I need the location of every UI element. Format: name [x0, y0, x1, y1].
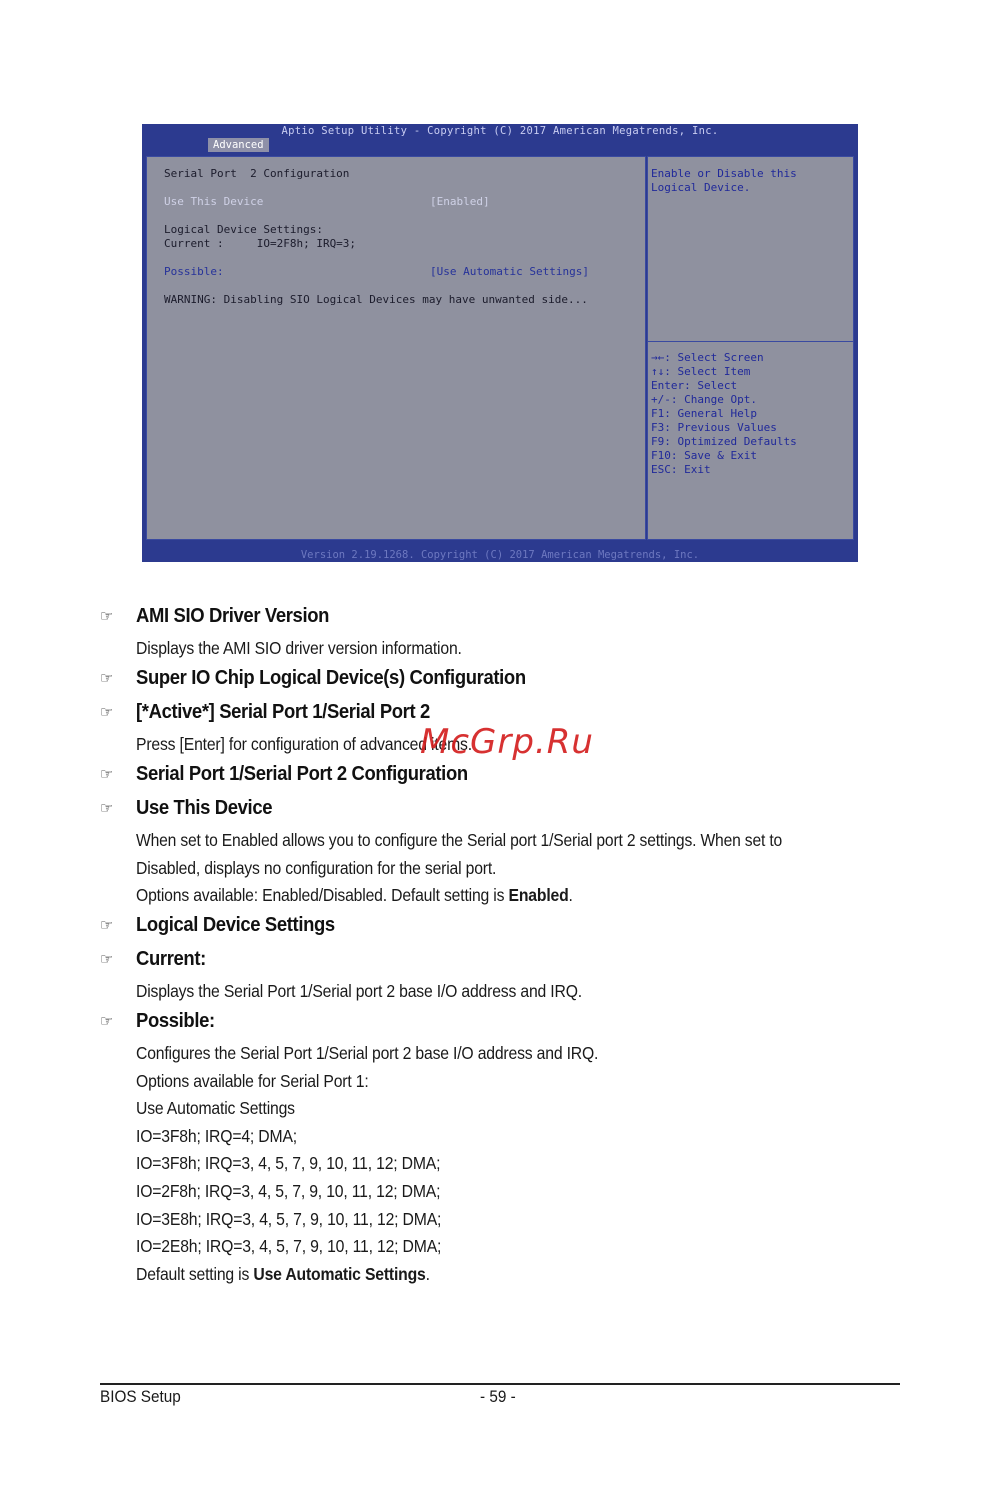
option-line: IO=2E8h; IRQ=3, 4, 5, 7, 9, 10, 11, 12; DMA;: [136, 1236, 442, 1257]
text: Configures the Serial Port 1/Serial port 2 base I/O address and IRQ.: [136, 1043, 599, 1063]
key-hint: +/-: Change Opt.: [651, 393, 757, 406]
text: .: [568, 885, 573, 906]
section-heading: [100, 794, 287, 822]
footer-rule: [100, 1383, 900, 1385]
logical-settings-label: Logical Device Settings:: [164, 223, 323, 236]
section-heading: [100, 664, 569, 692]
possible-value[interactable]: [Use Automatic Settings]: [430, 265, 589, 278]
text: When set to Enabled allows you to configure the Serial port 1/Serial port 2 settings. When set to: [136, 830, 783, 850]
bios-help-panel: [647, 156, 854, 540]
default-value: Enabled: [508, 885, 569, 906]
heading-current: Current:: [136, 947, 206, 970]
section-heading: [100, 1007, 224, 1035]
help-text: Logical Device.: [651, 181, 751, 194]
section-heading: [100, 602, 351, 630]
section-heading: [100, 760, 505, 788]
use-device-value[interactable]: [Enabled]: [430, 195, 490, 208]
footer-section-name: [100, 1387, 190, 1407]
heading-ami-sio-driver-version: AMI SIO Driver Version: [136, 604, 330, 627]
heading-active-serial-port: [*Active*] Serial Port 1/Serial Port 2: [136, 700, 430, 723]
key-hint: F1: General Help: [651, 407, 757, 420]
bios-screenshot: [142, 124, 858, 562]
pointing-hand-icon: ☞: [100, 607, 114, 625]
text: Displays the AMI SIO driver version information.: [136, 638, 462, 658]
bios-title: Aptio Setup Utility - Copyright (C) 2017 American Megatrends, Inc.: [281, 125, 719, 137]
description: [136, 1040, 900, 1288]
current-setting: Current : IO=2F8h; IRQ=3;: [164, 237, 357, 250]
default-value: Use Automatic Settings: [253, 1263, 426, 1284]
possible-label[interactable]: Possible:: [164, 265, 224, 278]
pointing-hand-icon: ☞: [100, 916, 114, 934]
key-hint: ↑↓: Select Item: [651, 365, 751, 378]
text: - 59 -: [480, 1387, 516, 1406]
text: Displays the Serial Port 1/Serial port 2 base I/O address and IRQ.: [136, 981, 582, 1001]
tab-advanced[interactable]: Advanced: [208, 138, 269, 152]
watermark: McGrp.Ru: [420, 722, 594, 762]
description: [136, 635, 900, 663]
heading-logical-device-settings: Logical Device Settings: [136, 913, 335, 936]
heading-serial-port-configuration: Serial Port 1/Serial Port 2 Configuration: [136, 762, 468, 785]
pointing-hand-icon: ☞: [100, 669, 114, 687]
use-device-label[interactable]: Use This Device: [164, 195, 264, 208]
text: Options available for Serial Port 1:: [136, 1070, 369, 1091]
description: [136, 827, 900, 910]
text: BIOS Setup: [100, 1387, 181, 1406]
option-line: IO=3E8h; IRQ=3, 4, 5, 7, 9, 10, 11, 12; DMA;: [136, 1208, 442, 1229]
pointing-hand-icon: ☞: [100, 765, 114, 783]
text: .: [425, 1263, 430, 1284]
pointing-hand-icon: ☞: [100, 950, 114, 968]
option-line: IO=2F8h; IRQ=3, 4, 5, 7, 9, 10, 11, 12; DMA;: [136, 1180, 441, 1201]
section-heading: [100, 698, 463, 726]
pointing-hand-icon: ☞: [100, 703, 114, 721]
option-line: Use Automatic Settings: [136, 1098, 295, 1119]
key-hint: F3: Previous Values: [651, 421, 777, 434]
bios-footer: Version 2.19.1268. Copyright (C) 2017 American Megatrends, Inc.: [300, 549, 700, 561]
text: Disabled, displays no configuration for the serial port.: [136, 857, 497, 878]
key-hint: ESC: Exit: [651, 463, 711, 476]
key-hint: F10: Save & Exit: [651, 449, 757, 462]
key-hint: →←: Select Screen: [651, 351, 764, 364]
text: Default setting is: [136, 1263, 254, 1284]
option-line: IO=3F8h; IRQ=3, 4, 5, 7, 9, 10, 11, 12; DMA;: [136, 1153, 441, 1174]
heading-possible: Possible:: [136, 1009, 215, 1032]
key-hint: Enter: Select: [651, 379, 738, 392]
section-heading: [100, 911, 357, 939]
help-text: Enable or Disable this: [651, 167, 797, 180]
screen-title: Serial Port 2 Configuration: [164, 167, 350, 180]
bios-main-panel: [146, 156, 646, 540]
pointing-hand-icon: ☞: [100, 1012, 114, 1030]
section-heading: [100, 945, 214, 973]
pointing-hand-icon: ☞: [100, 799, 114, 817]
text: Press [Enter] for configuration of advanced items.: [136, 734, 472, 754]
heading-super-io-chip: Super IO Chip Logical Device(s) Configuration: [136, 666, 526, 689]
text: Options available: Enabled/Disabled. Default setting is: [136, 885, 509, 906]
page-number: [480, 1387, 520, 1407]
key-hint: F9: Optimized Defaults: [651, 435, 797, 448]
description: [136, 978, 900, 1006]
divider: [648, 341, 853, 342]
warning-text: WARNING: Disabling SIO Logical Devices may have unwanted side...: [164, 293, 588, 306]
option-line: IO=3F8h; IRQ=4; DMA;: [136, 1125, 297, 1146]
heading-use-this-device: Use This Device: [136, 796, 273, 819]
